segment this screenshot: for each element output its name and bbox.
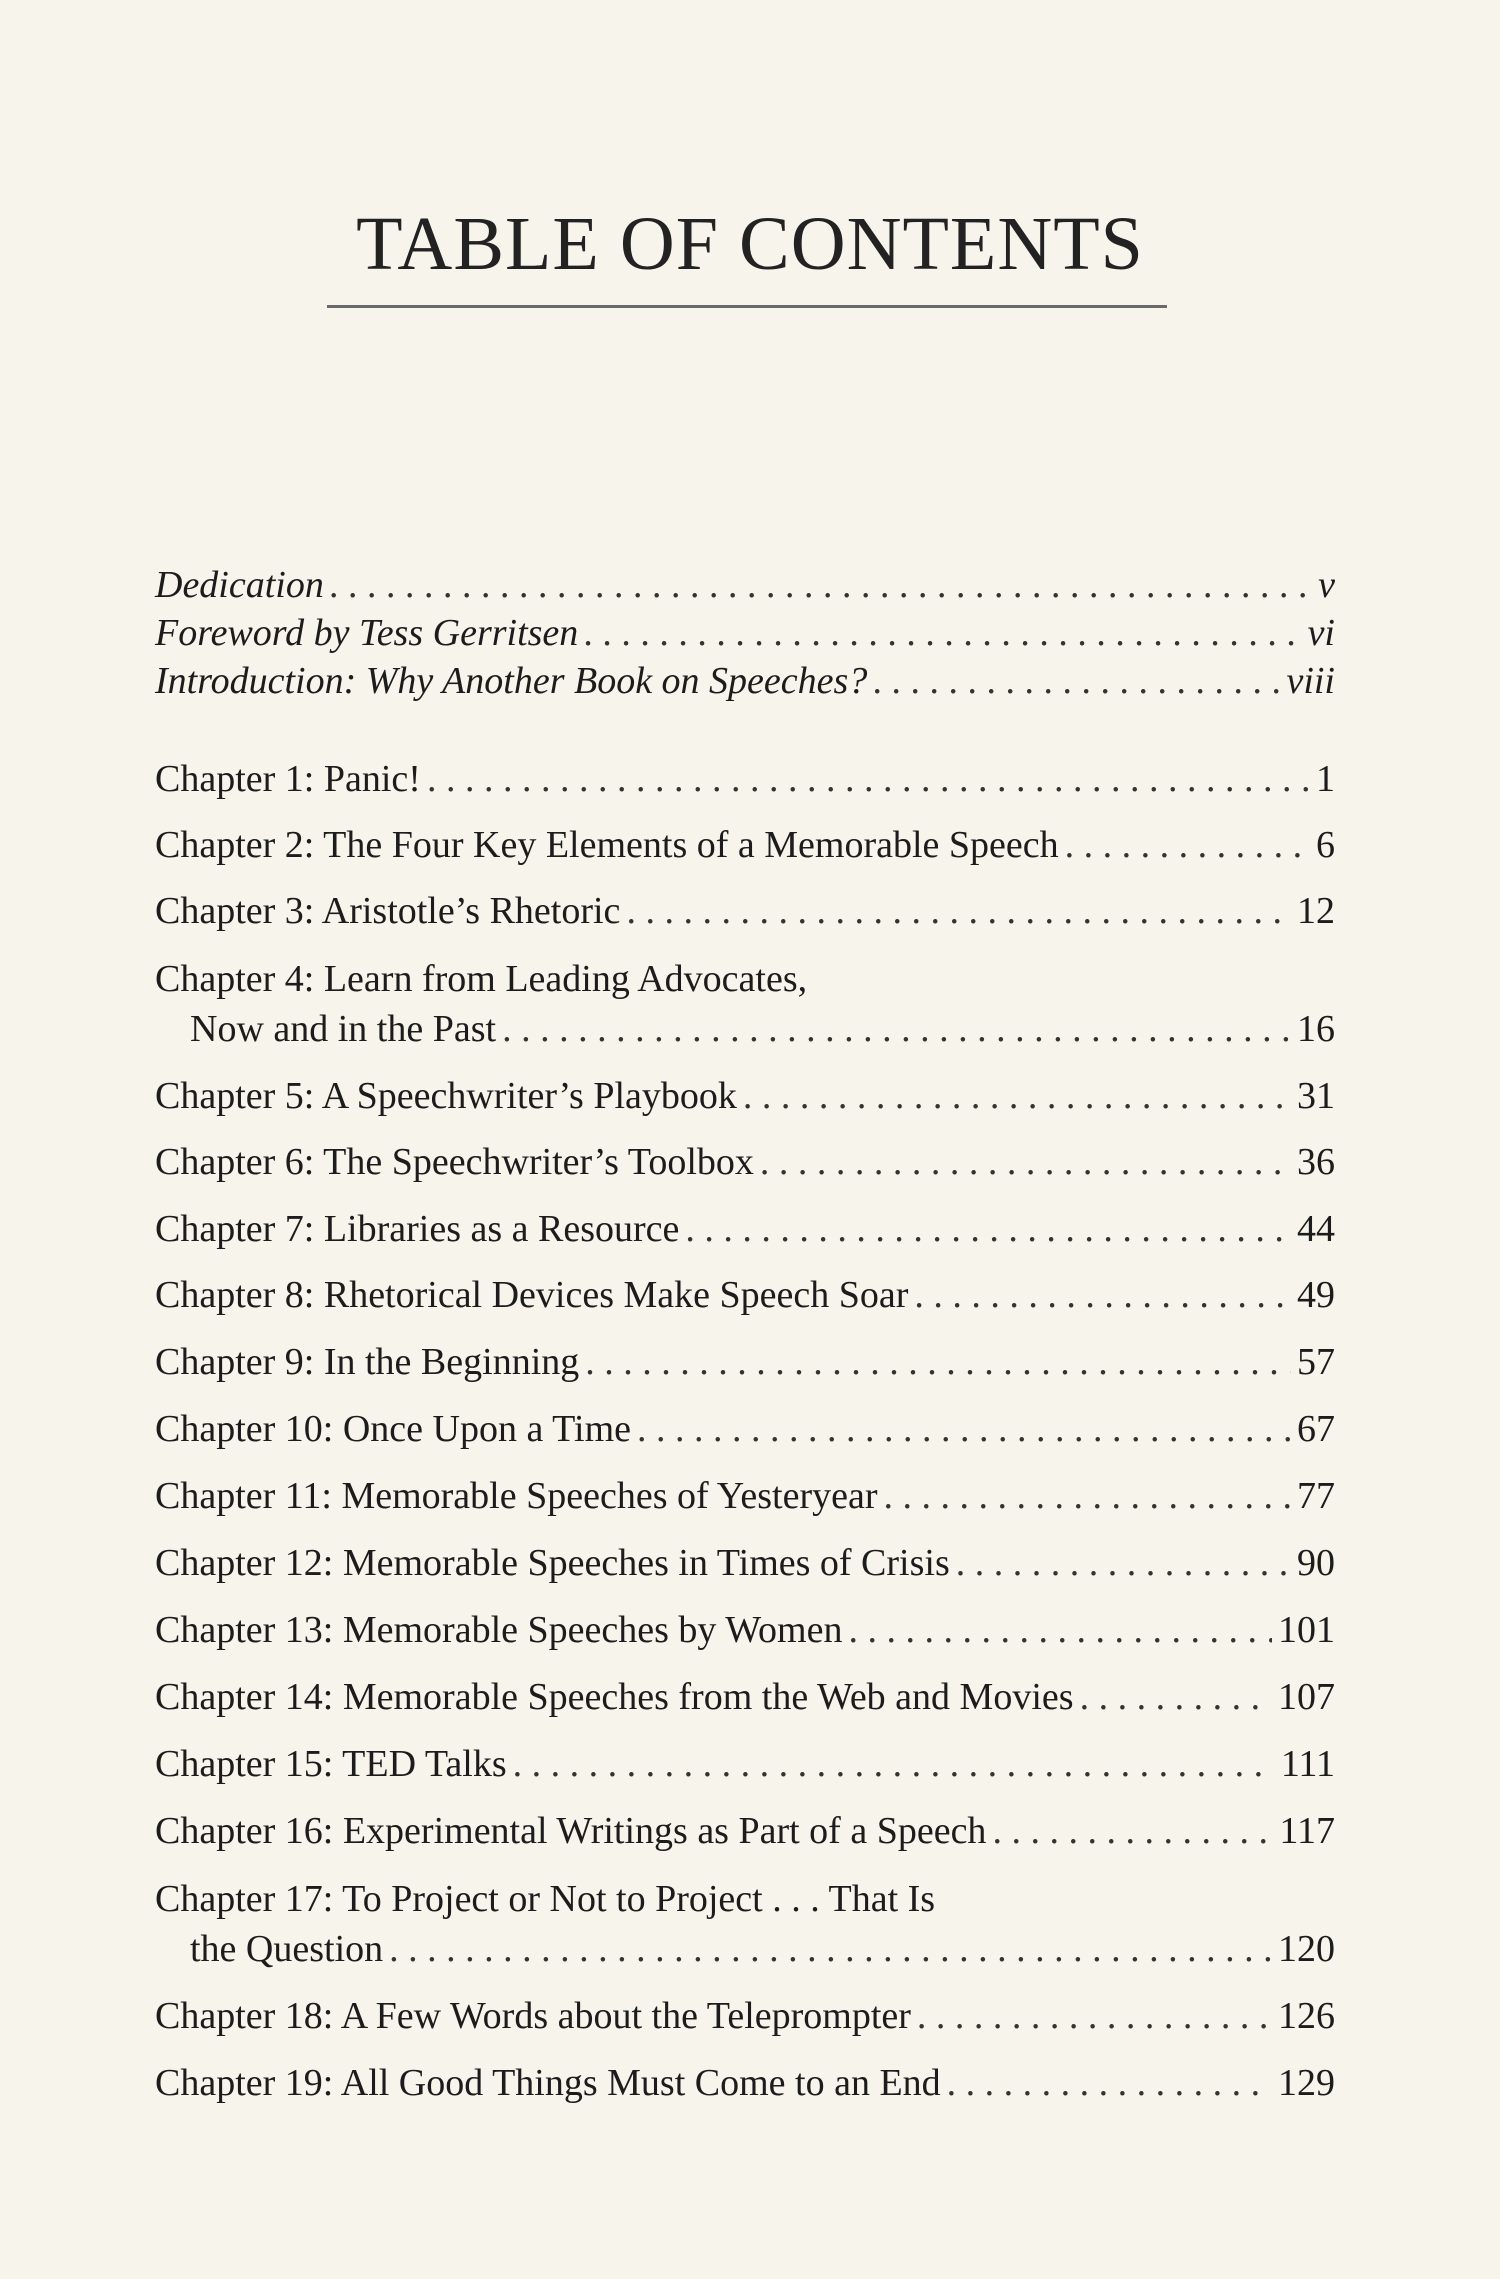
dot-leader <box>513 1745 1275 1783</box>
toc-entry-chapter-3[interactable] <box>155 892 1335 930</box>
toc-entry-label: Dedication <box>155 564 324 606</box>
toc-entry-page: 111 <box>1280 1743 1335 1785</box>
toc-entry-label: Chapter 7: Libraries as a Resource <box>155 1208 680 1250</box>
toc-entry-chapter-9[interactable] <box>155 1343 1335 1381</box>
toc-entry-page: 101 <box>1278 1609 1335 1651</box>
toc-entry-label: Chapter 8: Rhetorical Devices Make Speech Soar <box>155 1274 909 1316</box>
dot-leader <box>1080 1678 1272 1716</box>
dot-leader <box>956 1544 1291 1582</box>
toc-entry-chapter-5[interactable] <box>155 1077 1335 1115</box>
toc-entry-label: Chapter 14: Memorable Speeches from the Web and Movies <box>155 1676 1074 1718</box>
toc-entry-introduction[interactable] <box>155 662 1335 700</box>
toc-entry-page: v <box>1318 564 1335 606</box>
toc-entry-page: 129 <box>1278 2062 1335 2104</box>
toc-entry-dedication[interactable] <box>155 566 1335 604</box>
toc-entry-label: Foreword by Tess Gerritsen <box>155 612 579 654</box>
toc-entry-page: 107 <box>1278 1676 1335 1718</box>
toc-entry-label-cont: the Question <box>190 1928 384 1970</box>
toc-entry-page: 57 <box>1297 1341 1335 1383</box>
toc-entry-page: 120 <box>1278 1928 1335 1970</box>
dot-leader <box>760 1143 1291 1181</box>
toc-entry-page: 16 <box>1297 1008 1335 1050</box>
toc-entry-chapter-4-line1[interactable] <box>155 960 807 998</box>
toc-entry-page: 49 <box>1297 1274 1335 1316</box>
dot-leader <box>389 1930 1272 1968</box>
toc-entry-label: Chapter 3: Aristotle’s Rhetoric <box>155 890 621 932</box>
toc-entry-label: Chapter 4: Learn from Leading Advocates, <box>155 958 808 1000</box>
page-title: TABLE OF CONTENTS <box>356 202 1144 286</box>
dot-leader <box>992 1812 1273 1850</box>
toc-entry-label: Chapter 13: Memorable Speeches by Women <box>155 1609 843 1651</box>
toc-entry-chapter-2[interactable] <box>155 826 1335 864</box>
toc-entry-label: Chapter 11: Memorable Speeches of Yesteryear <box>155 1475 878 1517</box>
toc-entry-chapter-11[interactable] <box>155 1477 1335 1515</box>
dot-leader <box>1065 826 1310 864</box>
toc-entry-chapter-19[interactable] <box>155 2064 1335 2102</box>
dot-leader <box>427 760 1310 798</box>
toc-entry-chapter-1[interactable] <box>155 760 1335 798</box>
toc-entry-chapter-14[interactable] <box>155 1678 1335 1716</box>
dot-leader <box>584 614 1301 652</box>
dot-leader <box>637 1410 1291 1448</box>
toc-entry-chapter-12[interactable] <box>155 1544 1335 1582</box>
toc-entry-label: Chapter 16: Experimental Writings as Part of a Speech <box>155 1810 987 1852</box>
dot-leader <box>585 1343 1291 1381</box>
dot-leader <box>947 2064 1272 2102</box>
toc-entry-chapter-18[interactable] <box>155 1997 1335 2035</box>
toc-entry-chapter-15[interactable] <box>155 1745 1335 1783</box>
toc-entry-chapter-8[interactable] <box>155 1276 1335 1314</box>
toc-entry-page: 1 <box>1316 758 1335 800</box>
dot-leader <box>883 1477 1291 1515</box>
dot-leader <box>848 1611 1272 1649</box>
toc-entry-label: Chapter 9: In the Beginning <box>155 1341 580 1383</box>
toc-entry-label: Chapter 6: The Speechwriter’s Toolbox <box>155 1141 754 1183</box>
toc-entry-page: 44 <box>1297 1208 1335 1250</box>
toc-entry-label: Chapter 1: Panic! <box>155 758 421 800</box>
dot-leader <box>626 892 1291 930</box>
toc-entry-page: 90 <box>1297 1542 1335 1584</box>
title-rule <box>327 305 1167 308</box>
toc-entry-chapter-7[interactable] <box>155 1210 1335 1248</box>
toc-entry-label: Chapter 15: TED Talks <box>155 1743 507 1785</box>
toc-entry-chapter-17-line1[interactable] <box>155 1880 935 1918</box>
dot-leader <box>873 662 1280 700</box>
toc-entry-page: 126 <box>1278 1995 1335 2037</box>
toc-entry-chapter-13[interactable] <box>155 1611 1335 1649</box>
toc-entry-page: 12 <box>1297 890 1335 932</box>
dot-leader <box>914 1276 1291 1314</box>
toc-entry-foreword[interactable] <box>155 614 1335 652</box>
toc-entry-chapter-10[interactable] <box>155 1410 1335 1448</box>
toc-entry-label: Chapter 12: Memorable Speeches in Times of Crisis <box>155 1542 950 1584</box>
toc-entry-page: 67 <box>1297 1408 1335 1450</box>
dot-leader <box>685 1210 1291 1248</box>
toc-entry-label-cont: Now and in the Past <box>190 1008 497 1050</box>
dot-leader <box>502 1010 1291 1048</box>
toc-entry-chapter-6[interactable] <box>155 1143 1335 1181</box>
dot-leader <box>917 1997 1272 2035</box>
toc-entry-label: Chapter 18: A Few Words about the Teleprompter <box>155 1995 911 2037</box>
dot-leader <box>330 566 1312 604</box>
toc-entry-chapter-4[interactable] <box>190 1010 1335 1048</box>
toc-entry-page: 117 <box>1279 1810 1335 1852</box>
toc-entry-label: Chapter 19: All Good Things Must Come to an End <box>155 2062 941 2104</box>
toc-entry-page: viii <box>1286 660 1335 702</box>
dot-leader <box>743 1077 1291 1115</box>
toc-entry-label: Chapter 5: A Speechwriter’s Playbook <box>155 1075 737 1117</box>
toc-entry-page: vi <box>1307 612 1335 654</box>
toc-entry-label: Introduction: Why Another Book on Speeches? <box>155 660 868 702</box>
toc-entry-chapter-16[interactable] <box>155 1812 1335 1850</box>
toc-entry-page: 36 <box>1297 1141 1335 1183</box>
toc-entry-page: 6 <box>1316 824 1335 866</box>
toc-entry-chapter-17[interactable] <box>190 1930 1335 1968</box>
toc-entry-label: Chapter 2: The Four Key Elements of a Memorable Speech <box>155 824 1059 866</box>
toc-entry-page: 31 <box>1297 1075 1335 1117</box>
toc-entry-label: Chapter 10: Once Upon a Time <box>155 1408 632 1450</box>
toc-entry-label: Chapter 17: To Project or Not to Project . . . That Is <box>155 1878 936 1920</box>
toc-entry-page: 77 <box>1297 1475 1335 1517</box>
